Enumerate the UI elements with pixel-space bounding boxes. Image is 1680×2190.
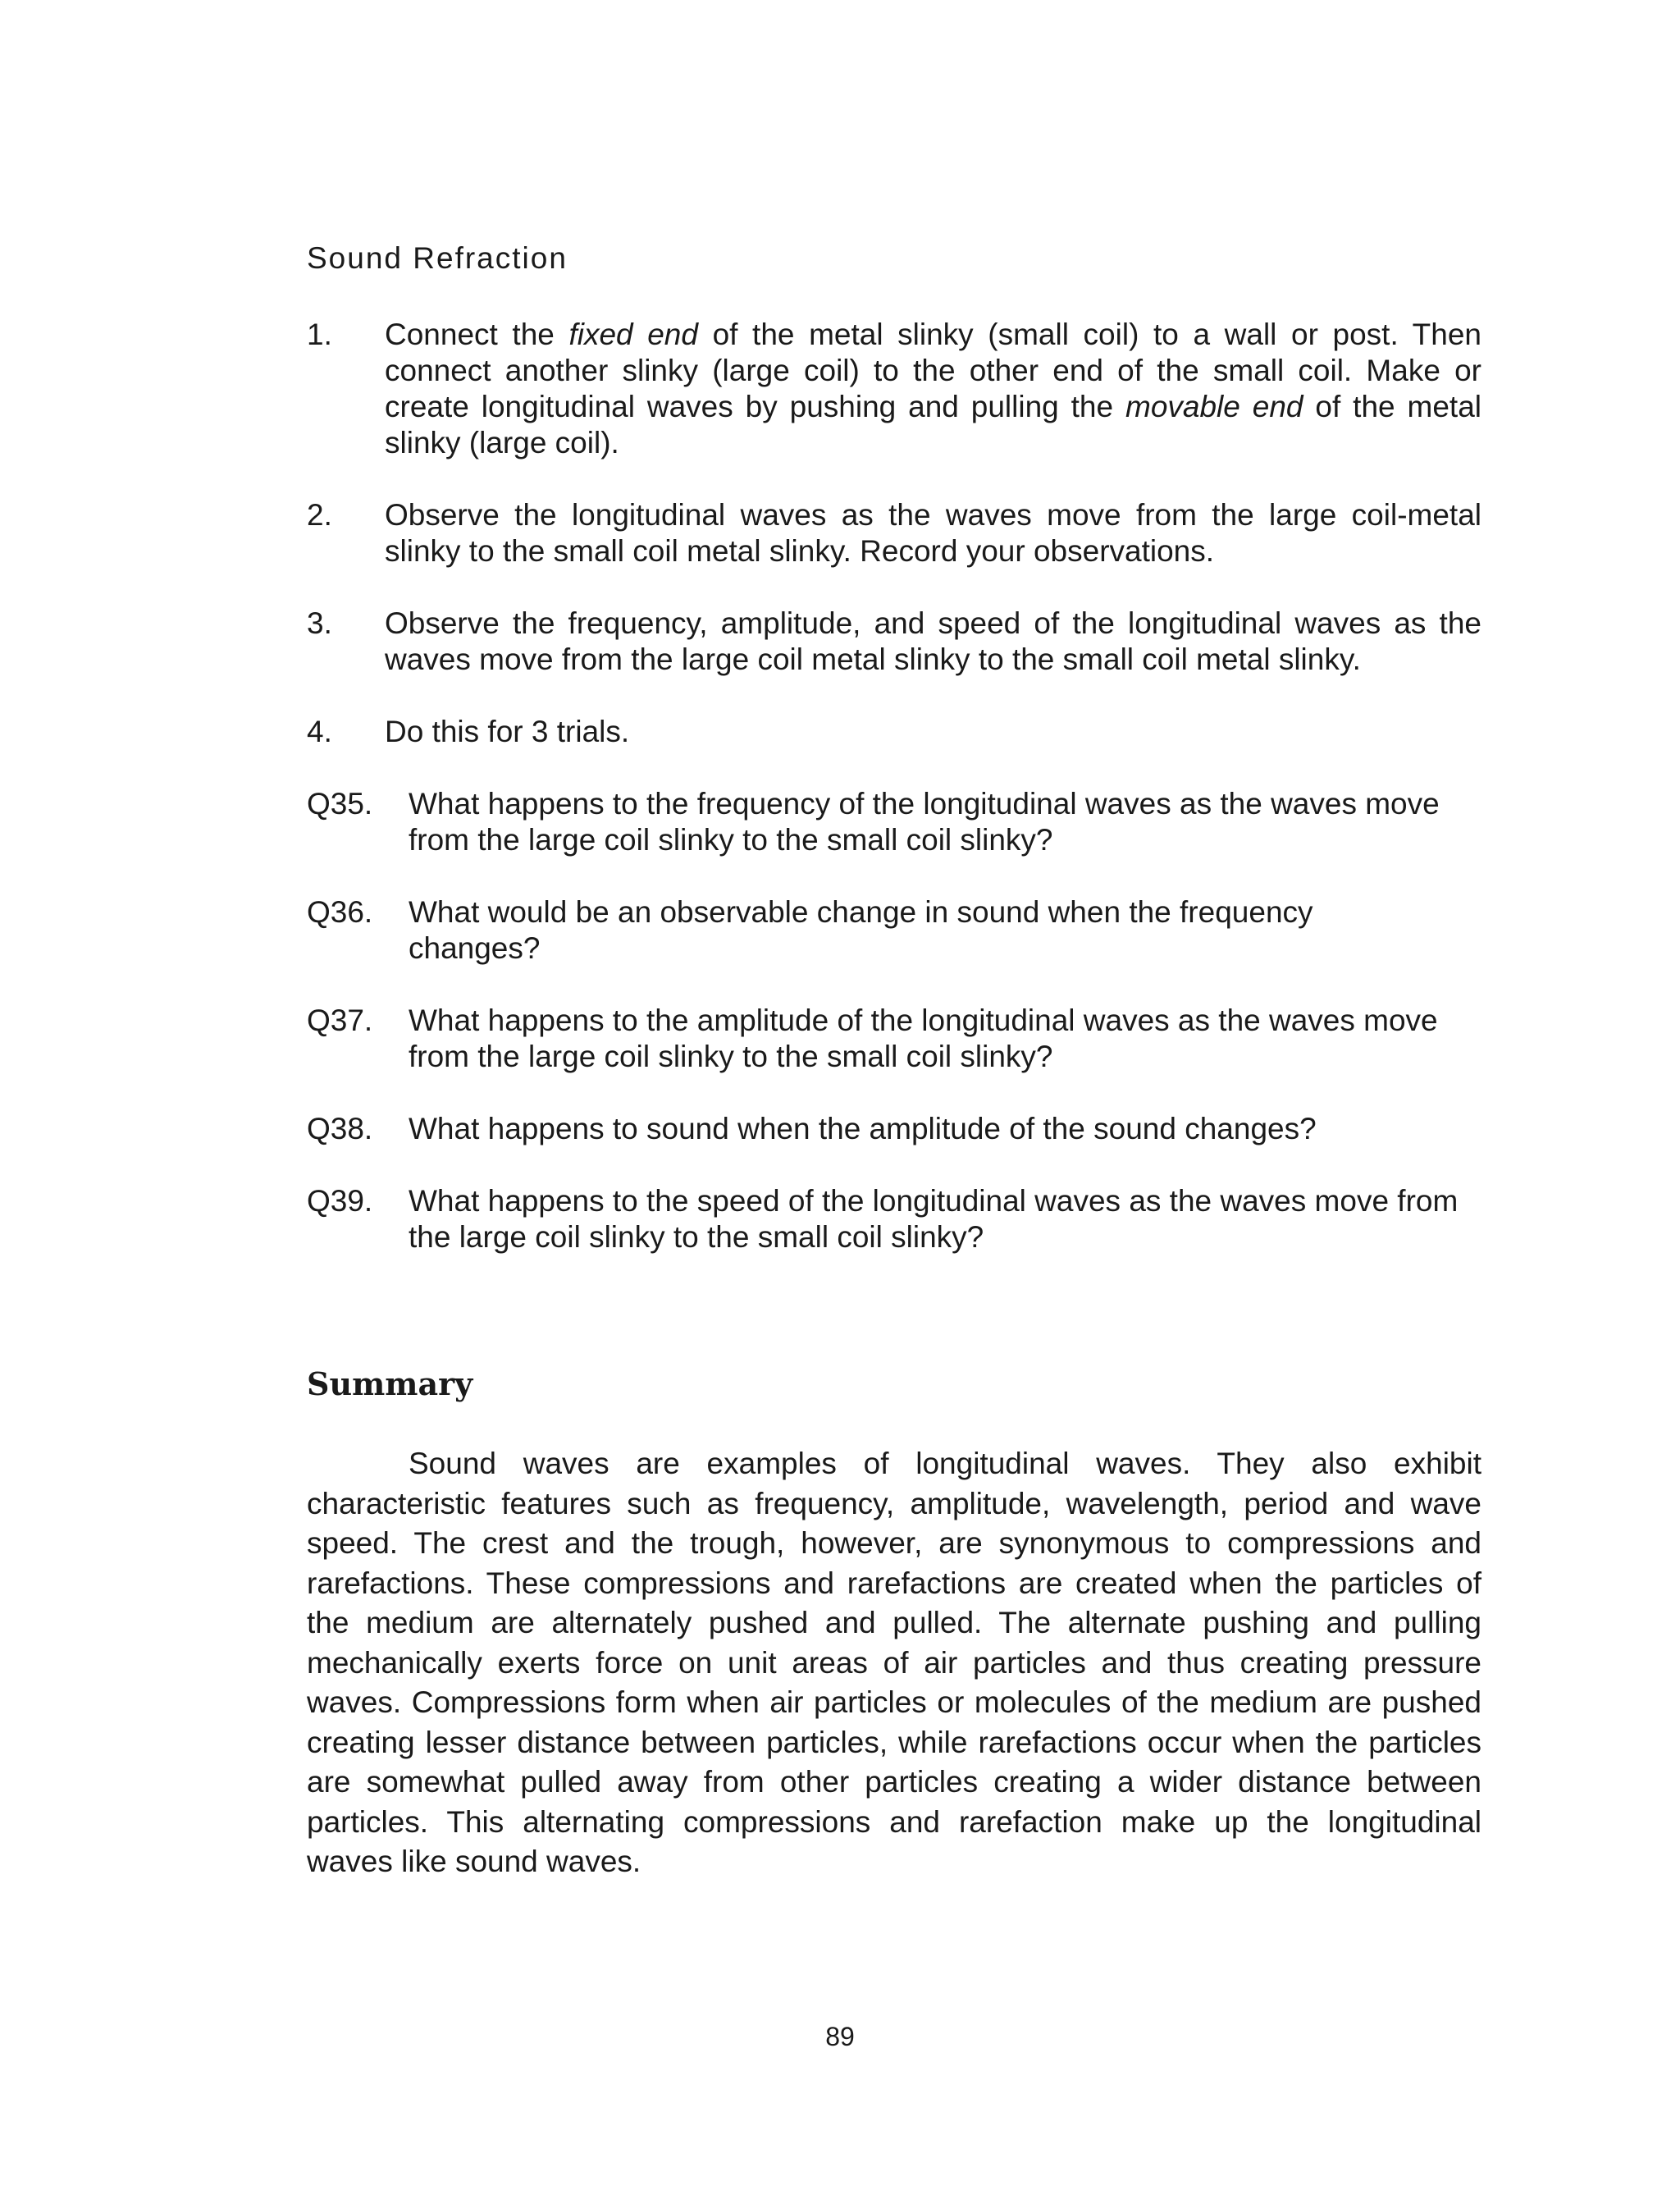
step-number: 3. <box>307 606 332 640</box>
step-text-part: of the metal slinky (large coil). <box>385 390 1481 459</box>
step-number: 1. <box>307 318 332 351</box>
procedure-step <box>307 606 1481 678</box>
summary-paragraph: Sound waves are examples of longitudinal waves. They also exhibit characteristic features such as frequency, amplitude, wavelength, period and wave speed. The crest and the trough, however, are synonymous to compressions and rarefactions. These compressions and rarefactions are created when the particles of the medium are alternately pushed and pulled. The alternate pushing and pulling mechanically exerts force on unit areas of air particles and thus creating pressure waves. Compressions form when air particles or molecules of the medium are pushed creating lesser distance between particles, while rarefactions occur when the particles are somewhat pulled away from other particles creating a wider distance between particles. This alternating compressions and rarefaction make up the longitudinal waves like sound waves. <box>307 1447 1481 1878</box>
section-heading: Sound Refraction <box>307 241 568 275</box>
question-item <box>307 1183 1481 1255</box>
step-emphasis-movable-end: movable end <box>1125 390 1303 423</box>
step-text <box>385 317 1481 461</box>
step-text: Observe the frequency, amplitude, and speed of the longitudinal waves as the waves move from the large coil metal slinky to the small coil metal slinky. <box>385 606 1481 676</box>
procedure-step <box>307 497 1481 569</box>
question-item <box>307 1003 1481 1075</box>
procedure-list <box>307 317 1481 1292</box>
procedure-step <box>307 317 1481 461</box>
step-text: Do this for 3 trials. <box>385 715 630 748</box>
question-number: Q36. <box>307 895 373 929</box>
procedure-step <box>307 714 1481 750</box>
question-item <box>307 894 1481 967</box>
question-text: What happens to the amplitude of the longitudinal waves as the waves move from the large coil slinky to the small coil slinky? <box>409 1004 1438 1073</box>
question-item <box>307 1111 1481 1147</box>
step-text-part: Connect the <box>385 318 569 351</box>
question-text: What happens to the speed of the longitudinal waves as the waves move from the large coil slinky to the small coil slinky? <box>409 1184 1459 1254</box>
question-text: What happens to sound when the amplitude of the sound changes? <box>409 1112 1317 1145</box>
step-number: 2. <box>307 498 332 532</box>
step-text: Observe the longitudinal waves as the waves move from the large coil-metal slinky to the small coil metal slinky. Record your observations. <box>385 498 1481 568</box>
step-text-part: of the metal slinky (small coil) to a wall or post. Then connect another slinky (large coil) to the other end of the small coil. Make or create longitudinal waves by pushing and pulling the <box>385 318 1481 423</box>
question-number: Q37. <box>307 1004 373 1037</box>
step-emphasis-fixed-end: fixed end <box>568 318 698 351</box>
summary-heading: Summary <box>307 1365 473 1402</box>
step-number: 4. <box>307 715 332 748</box>
question-number: Q35. <box>307 787 373 821</box>
page-number: 89 <box>825 2022 855 2051</box>
question-text: What would be an observable change in sound when the frequency changes? <box>409 895 1313 965</box>
question-text: What happens to the frequency of the longitudinal waves as the waves move from the large coil slinky to the small coil slinky? <box>409 787 1440 857</box>
question-number: Q39. <box>307 1184 373 1218</box>
question-number: Q38. <box>307 1112 373 1145</box>
question-item <box>307 786 1481 858</box>
